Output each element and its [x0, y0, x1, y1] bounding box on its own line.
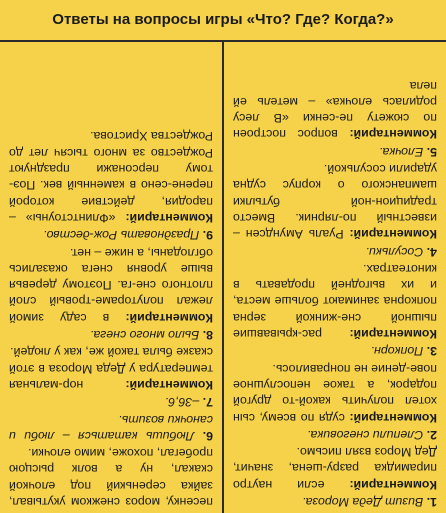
answer-text: Елочка. [379, 144, 424, 159]
comment-text: рас-крывавшие пышной сне-жинкой зерна попкорна занимают больше места, и их выгодней продавать в кинотеатрах. [233, 261, 437, 342]
comment-label: Комментарий: [125, 310, 213, 325]
answer-text: Было много снега. [89, 328, 200, 343]
comment-text: если наутро пирамидка разру-шена, значит, Дед Мороз взял письмо. [233, 445, 437, 492]
answer-number: 6. [202, 428, 213, 443]
answer-number: 1. [426, 495, 437, 509]
answer-item [9, 227, 213, 243]
answer-item [233, 494, 437, 510]
page-title: Ответы на вопросы игры «Что? Где? Когда?» [0, 0, 446, 42]
comment-item [233, 161, 437, 242]
answer-item [233, 243, 437, 259]
comment-label: Комментарий: [349, 227, 437, 242]
answer-text: –36,6. [164, 395, 200, 410]
answer-text: Любишь кататься – люби и саночки возить. [9, 412, 213, 443]
comment-label: Комментарий: [125, 210, 213, 225]
answers-column-left [224, 42, 446, 513]
answer-item [9, 394, 213, 410]
answer-text: Визит Деда Мороза. [302, 495, 424, 509]
answer-number: 9. [202, 228, 213, 243]
comment-item [9, 445, 213, 510]
comment-item [233, 77, 437, 142]
comment-text: песенку, мороз снежком укутывал, зайка серенький под елочкой скакал, ну а волк рысцою пробегал, похоже, мимо елочки. [9, 446, 213, 509]
comment-label: Комментарий: [349, 127, 437, 142]
answer-item [9, 411, 213, 444]
answer-text: Сосульки. [365, 244, 424, 259]
answer-item [233, 143, 437, 159]
comment-item [9, 128, 213, 226]
answer-number: 3. [426, 344, 437, 359]
comment-label: Комментарий: [349, 327, 437, 342]
comment-item [233, 261, 437, 342]
comment-text: «Флинтстоуны» – пародия, действие которой перене-сено в каменный век. Поэ-тому персонажи празднуют Рождество за много тысяч лет до Рождества Христова. [9, 129, 213, 225]
comment-text: нор-мальная температура у Деда Мороза в этой сказке была такой же, как у людей. [9, 345, 213, 392]
answers-body [0, 42, 446, 513]
comment-item [233, 360, 437, 425]
comment-text: судя по всему, сын хотел получить какой-то другой подарок, а такое непослушное пове-дение не понравилось. [233, 361, 437, 425]
answer-number: 2. [426, 427, 437, 442]
comment-text: Руаль Амундсен – известный по-лярник. Вместо традицион-ной бутылки шампанского о корпус судна ударили сосулькой. [233, 162, 437, 242]
answer-text: Праздновать Рож-дество. [43, 228, 200, 243]
answers-column-right [0, 42, 224, 513]
answer-number: 4. [426, 244, 437, 259]
answer-number: 7. [202, 395, 213, 410]
answer-item [233, 343, 437, 359]
comment-label: Комментарий: [125, 377, 213, 392]
comment-item [9, 344, 213, 393]
comment-item [9, 244, 213, 325]
answer-text: Попкорн. [370, 344, 424, 359]
answer-item [233, 427, 437, 443]
answer-number: 8. [202, 328, 213, 343]
comment-label: Комментарий: [349, 477, 437, 492]
comment-text: в саду зимой лежал полутораме-тровый слой плотного сне-га. Поэтому деревья выше уровня снега оказались обглоданы, а ниже – нет. [9, 245, 213, 325]
comment-label: Комментарий: [349, 410, 437, 425]
answer-number: 5. [426, 144, 437, 159]
comment-item [233, 444, 437, 493]
answer-item [9, 327, 213, 343]
answer-text: Слепили снеговика. [307, 427, 424, 442]
comment-text: вопрос построен по сюжету пе-сенки «В лесу родилась елочка» – метель ей пела [233, 78, 437, 142]
